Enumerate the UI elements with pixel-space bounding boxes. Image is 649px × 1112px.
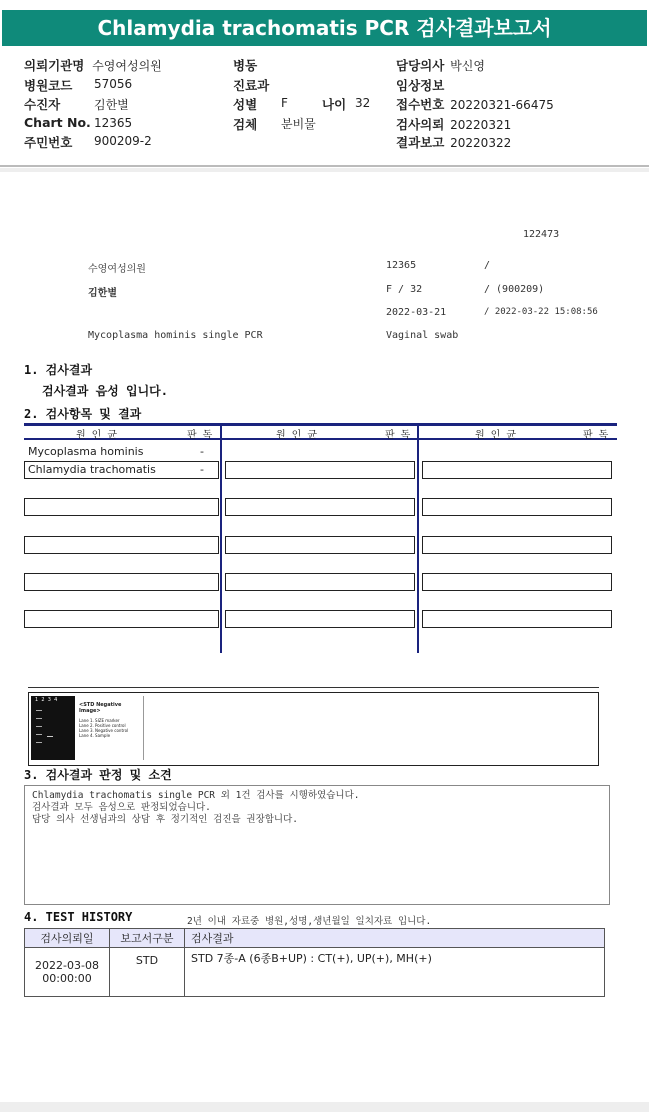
dept-label: 진료과	[233, 78, 270, 93]
history-header-result: 검사결과	[185, 929, 605, 948]
rrn-label: 주민번호	[24, 135, 73, 150]
gel-band	[36, 718, 42, 719]
info-patient-row	[24, 95, 129, 113]
doctor-label: 담당의사	[396, 58, 445, 73]
result-row-empty	[422, 536, 612, 554]
section1-text: 검사결과 음성 입니다.	[42, 384, 169, 398]
doc-patient: 김한별	[88, 288, 117, 299]
doctor-value: 박신영	[450, 59, 485, 73]
gel-image	[31, 696, 75, 760]
result-value-1: -	[200, 445, 204, 458]
doc-specimen: Vaginal swab	[386, 330, 459, 341]
hospital-code-value: 57056	[94, 77, 133, 91]
result-row-empty	[24, 536, 219, 554]
result-row-empty	[422, 498, 612, 516]
opinion-line-1: Chlamydia trachomatis single PCR 외 1건 검사를 시행하였습니다.	[32, 790, 360, 801]
gel-legend-item: Lane 1. SIZE marker	[79, 718, 120, 723]
chart-value: 12365	[94, 116, 133, 130]
info-request-row	[396, 115, 511, 133]
gel-legend-item: Lane 3. Negative control	[79, 728, 129, 733]
result-row-empty	[225, 573, 415, 591]
history-header-date: 검사의뢰일	[25, 929, 110, 948]
hospital-code-label: 병원코드	[24, 78, 73, 93]
age-value: 32	[355, 96, 371, 110]
result-row-empty	[24, 573, 219, 591]
info-institution-row	[24, 56, 162, 74]
result-row-2	[24, 461, 219, 479]
age-label: 나이	[322, 97, 347, 112]
history-type: STD	[110, 948, 185, 997]
report-label: 결과보고	[396, 135, 445, 150]
history-header-type: 보고서구분	[110, 929, 185, 948]
gel-band	[36, 710, 42, 711]
receipt-value: 20220321-66475	[450, 98, 554, 112]
gel-legend	[75, 696, 144, 760]
info-rrn-row	[24, 133, 152, 151]
doc-birth: / (900209)	[484, 284, 545, 295]
gel-band	[36, 734, 42, 735]
report-title: Chlamydia trachomatis PCR 검사결과보고서	[2, 10, 647, 46]
doc-chart: 12365	[386, 260, 417, 271]
gel-lane-numbers: 1 2 3 4	[35, 697, 58, 703]
result-row-empty	[24, 610, 219, 628]
result-row-empty	[422, 461, 612, 479]
ward-label: 병동	[233, 58, 258, 73]
doc-institution: 수영여성의원	[88, 264, 146, 275]
request-value: 20220321	[450, 118, 512, 132]
gel-band	[36, 742, 42, 743]
info-doctor-row	[396, 56, 485, 74]
result-row-empty	[225, 536, 415, 554]
result-row-empty	[225, 461, 415, 479]
results-divider-1	[220, 423, 222, 653]
clinical-label: 임상정보	[396, 78, 445, 93]
title-bar	[0, 0, 649, 48]
opinion-box	[24, 785, 610, 905]
col3-pathogen-header: 원 인 균	[475, 430, 517, 441]
section2-title: 2. 검사항목 및 결과	[24, 407, 142, 421]
result-name-1: Mycoplasma hominis	[28, 445, 144, 458]
sex-value: F	[281, 96, 288, 110]
request-label: 검사의뢰	[396, 117, 445, 132]
patient-value: 김한별	[94, 98, 129, 112]
header-separator	[0, 165, 649, 167]
info-receipt-row	[396, 95, 554, 113]
rrn-value: 900209-2	[94, 134, 152, 148]
result-row-empty	[225, 498, 415, 516]
gel-legend-title: <STD Negative Image>	[79, 702, 122, 714]
history-note: 2년 이내 자료중 병원,성명,생년월일 일치자료 입니다.	[187, 916, 432, 927]
bottom-bar	[0, 1102, 649, 1112]
result-row-empty	[422, 610, 612, 628]
specimen-label: 검체	[233, 117, 258, 132]
doc-slash: /	[484, 260, 491, 271]
doc-test-name: Mycoplasma hominis single PCR	[88, 330, 263, 341]
info-hospital-code-row	[24, 76, 133, 94]
gel-legend-item: Lane 2. Positive control	[79, 723, 126, 728]
result-name-2: Chlamydia trachomatis	[28, 463, 156, 476]
gel-band	[36, 726, 42, 727]
doc-code: 122473	[523, 229, 560, 240]
history-table	[24, 928, 605, 997]
result-row-empty	[422, 573, 612, 591]
gel-legend-item: Lane 4. Sample	[79, 733, 111, 738]
chart-label: Chart No.	[24, 115, 91, 130]
section1-title: 1. 검사결과	[24, 363, 93, 377]
opinion-line-2: 검사결과 모두 음성으로 판정되었습니다.	[32, 802, 211, 813]
result-value-2: -	[200, 463, 204, 476]
table-row	[25, 948, 605, 997]
section4-title: 4. TEST HISTORY	[24, 910, 133, 924]
doc-report-dt: / 2022-03-22 15:08:56	[484, 307, 598, 317]
col2-pathogen-header: 원 인 균	[276, 430, 318, 441]
section3-title: 3. 검사결과 판정 및 소견	[24, 768, 172, 782]
header-separator-shadow	[0, 168, 649, 172]
institution-value: 수영여성의원	[92, 59, 162, 73]
results-divider-2	[417, 423, 419, 653]
receipt-label: 접수번호	[396, 97, 445, 112]
result-row-empty	[225, 610, 415, 628]
sex-label: 성별	[233, 97, 258, 112]
history-date-cell	[25, 948, 110, 997]
report-value: 20220322	[450, 136, 512, 150]
col1-pathogen-header: 원 인 균	[76, 430, 118, 441]
col3-judgement-header: 판 독	[583, 430, 609, 441]
history-time: 00:00:00	[42, 972, 92, 985]
patient-label: 수진자	[24, 97, 61, 112]
history-header-row	[25, 929, 605, 948]
result-row-empty	[24, 498, 219, 516]
institution-label: 의뢰기관명	[24, 58, 85, 73]
specimen-value: 분비물	[281, 117, 316, 131]
opinion-line-3: 담당 의사 선생님과의 상담 후 정기적인 검진을 권장합니다.	[32, 814, 299, 825]
gel-image-panel	[28, 692, 599, 766]
col2-judgement-header: 판 독	[385, 430, 411, 441]
history-result: STD 7종-A (6종B+UP) : CT(+), UP(+), MH(+)	[185, 948, 605, 997]
doc-request-dt: 2022-03-21	[386, 307, 447, 318]
gel-top-rule	[28, 687, 599, 688]
info-report-row	[396, 133, 511, 151]
doc-sex-age: F / 32	[386, 284, 423, 295]
history-date: 2022-03-08	[35, 959, 99, 972]
col1-judgement-header: 판 독	[187, 430, 213, 441]
gel-band	[47, 736, 53, 737]
info-chart-row	[24, 115, 133, 130]
